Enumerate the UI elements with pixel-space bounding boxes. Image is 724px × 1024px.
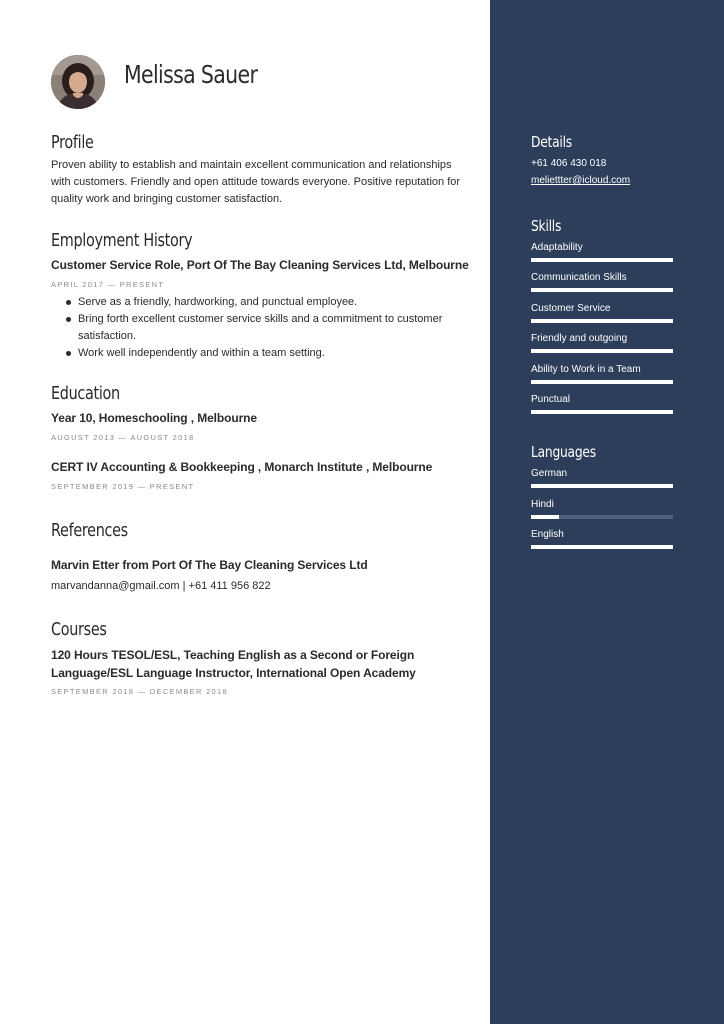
sidebar-panel [490, 0, 724, 1024]
profile-heading: Profile [51, 132, 94, 153]
skills-heading: Skills [531, 217, 562, 235]
education-dates: AUGUST 2013 — AUGUST 2018 [51, 433, 195, 442]
skill-level-fill [531, 258, 673, 262]
phone-number: +61 406 430 018 [531, 158, 607, 169]
email-link[interactable]: meliettter@icloud.com [531, 175, 631, 186]
candidate-name: Melissa Sauer [124, 60, 258, 89]
course-dates: SEPTEMBER 2018 — DECEMBER 2018 [51, 687, 228, 696]
job-dates: APRIL 2017 — PRESENT [51, 280, 165, 289]
details-heading: Details [531, 133, 572, 151]
job-duties-list [51, 294, 463, 362]
job-title: Customer Service Role, Port Of The Bay Cleaning Services Ltd, Melbourne [51, 258, 469, 272]
skill-label: Ability to Work in a Team [531, 363, 641, 375]
avatar [51, 55, 105, 109]
language-label: Hindi [531, 498, 554, 510]
job-duty: Work well independently and within a team setting. [51, 345, 463, 362]
skill-level-bar [531, 349, 673, 353]
reference-contact: marvandanna@gmail.com | +61 411 956 822 [51, 580, 271, 592]
skill-level-bar [531, 319, 673, 323]
education-heading: Education [51, 383, 120, 404]
job-duty: Bring forth excellent customer service skills and a commitment to customer satisfaction. [51, 311, 463, 345]
skill-level-bar [531, 288, 673, 292]
reference-name: Marvin Etter from Port Of The Bay Cleaning Services Ltd [51, 558, 368, 572]
language-level-bar [531, 484, 673, 488]
skill-level-fill [531, 319, 673, 323]
skill-level-fill [531, 380, 673, 384]
skill-level-fill [531, 349, 673, 353]
languages-heading: Languages [531, 443, 596, 461]
language-level-bar [531, 515, 673, 519]
language-level-bar [531, 545, 673, 549]
skill-level-fill [531, 288, 673, 292]
skill-label: Customer Service [531, 302, 611, 314]
education-dates: SEPTEMBER 2019 — PRESENT [51, 482, 195, 491]
language-label: German [531, 468, 568, 479]
skill-label: Adaptability [531, 242, 583, 253]
education-title: Year 10, Homeschooling , Melbourne [51, 411, 257, 425]
education-title: CERT IV Accounting & Bookkeeping , Monarch Institute , Melbourne [51, 460, 433, 474]
skill-level-fill [531, 410, 673, 414]
skill-level-bar [531, 380, 673, 384]
skill-level-bar [531, 410, 673, 414]
employment-heading: Employment History [51, 230, 193, 251]
job-duty: Serve as a friendly, hardworking, and punctual employee. [51, 294, 463, 311]
courses-heading: Courses [51, 619, 107, 640]
language-level-fill [531, 484, 673, 488]
skill-label: Friendly and outgoing [531, 333, 628, 345]
references-heading: References [51, 520, 128, 541]
language-level-fill [531, 545, 673, 549]
skill-label: Communication Skills [531, 272, 627, 284]
language-level-fill [531, 515, 559, 519]
language-label: English [531, 529, 564, 540]
profile-text: Proven ability to establish and maintain excellent communication and relationships with customers. Friendly and open attitude towards everyone. Positive reputation for quality work and bringing customer satisfaction. [51, 159, 461, 205]
skill-label: Punctual [531, 394, 570, 405]
course-title: 120 Hours TESOL/ESL, Teaching English as a Second or Foreign Language/ESL Language Instructor, International Open Academy [51, 648, 416, 680]
skill-level-bar [531, 258, 673, 262]
